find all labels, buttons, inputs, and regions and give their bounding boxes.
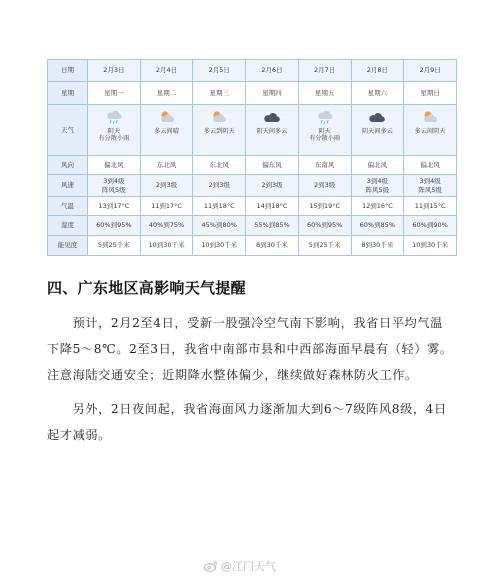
weather-text: 多云到阴天 xyxy=(203,127,235,135)
weekday-cell: 星期日 xyxy=(404,82,457,105)
humidity-cell: 60%到95% xyxy=(298,216,351,236)
weather-text: 阴天间多云 xyxy=(361,127,393,135)
temp-cell: 13到17°C xyxy=(88,197,141,216)
weather-cell xyxy=(351,105,404,156)
weather-text: 多云间晴 xyxy=(154,127,179,135)
weather-cell-content xyxy=(247,106,297,155)
overcast-icon xyxy=(369,109,385,125)
weather-cell-content xyxy=(405,106,455,155)
temp-cell: 11到15°C xyxy=(404,197,457,216)
wind-speed-text: 阵风5级 xyxy=(418,185,442,194)
sun-cloud-icon xyxy=(211,109,227,125)
label-wind-speed: 风速 xyxy=(48,175,88,197)
paragraph-wind xyxy=(47,396,467,448)
wind-dir-cell: 偏东风 xyxy=(246,156,299,175)
humidity-cell: 60%到95% xyxy=(88,216,141,236)
weather-cell xyxy=(404,105,457,156)
weekday-cell: 星期四 xyxy=(246,82,299,105)
paragraph-line: 起才减弱。 xyxy=(47,428,111,442)
row-wind-speed xyxy=(48,175,457,197)
weekday-cell: 星期五 xyxy=(298,82,351,105)
temp-cell: 11到17°C xyxy=(140,197,193,216)
weather-cell xyxy=(298,105,351,156)
humidity-cell: 60%到85% xyxy=(351,216,404,236)
row-weather xyxy=(48,105,457,156)
wind-speed-cell xyxy=(298,175,351,197)
overcast-icon xyxy=(264,109,280,125)
weekday-cell: 星期一 xyxy=(88,82,141,105)
wind-speed-cell xyxy=(88,175,141,197)
row-humidity xyxy=(48,216,457,236)
date-cell: 2月5日 xyxy=(193,60,246,82)
wind-speed-text: 阵风5级 xyxy=(102,185,126,194)
temp-cell: 11到18°C xyxy=(193,197,246,216)
weibo-icon xyxy=(204,560,218,572)
forecast-table-wrapper xyxy=(47,59,457,256)
wind-dir-cell: 偏北风 xyxy=(88,156,141,175)
temp-cell: 14到18°C xyxy=(246,197,299,216)
weather-cell xyxy=(193,105,246,156)
row-visibility xyxy=(48,236,457,256)
label-weather: 天气 xyxy=(48,105,88,156)
wind-speed-text: 3到4级 xyxy=(419,177,441,186)
date-cell: 2月6日 xyxy=(246,60,299,82)
temp-cell: 15到19°C xyxy=(298,197,351,216)
wind-dir-cell: 东南风 xyxy=(298,156,351,175)
weather-text: 多云间阴天 xyxy=(414,127,446,135)
paragraph-line: 预计，2月2至4日，受新一股强冷空气南下影响，我省日平均气温 xyxy=(47,316,443,330)
label-temperature: 气温 xyxy=(48,197,88,216)
label-wind-direction: 风向 xyxy=(48,156,88,175)
wind-speed-cell xyxy=(351,175,404,197)
weather-text: 阴天间多云 xyxy=(256,127,288,135)
date-cell: 2月3日 xyxy=(88,60,141,82)
forecast-table xyxy=(47,59,457,256)
weather-cell-content xyxy=(142,106,192,155)
label-humidity: 湿度 xyxy=(48,216,88,236)
humidity-cell: 55%到85% xyxy=(246,216,299,236)
date-cell: 2月9日 xyxy=(404,60,457,82)
watermark-text: @江门天气 xyxy=(221,560,276,573)
weather-cell xyxy=(140,105,193,156)
wind-speed-text: 2到3级 xyxy=(314,181,336,190)
weekday-cell: 星期三 xyxy=(193,82,246,105)
humidity-cell: 60%到90% xyxy=(404,216,457,236)
paragraph-line: 下降5～8℃。2至3日，我省中南部市县和中西部海面早晨有（轻）雾。 xyxy=(47,342,453,356)
weekday-cell: 星期六 xyxy=(351,82,404,105)
temp-cell: 12到16°C xyxy=(351,197,404,216)
sun-cloud-icon xyxy=(159,109,175,125)
date-cell: 2月8日 xyxy=(351,60,404,82)
paragraph-forecast xyxy=(47,310,467,388)
visibility-cell: 5到25千米 xyxy=(88,236,141,256)
section-heading: 四、广东地区高影响天气提醒 xyxy=(47,279,246,297)
humidity-cell: 40%到75% xyxy=(140,216,193,236)
row-temperature xyxy=(48,197,457,216)
date-cell: 2月7日 xyxy=(298,60,351,82)
cloud-drizzle-icon xyxy=(317,109,333,125)
visibility-cell: 8到30千米 xyxy=(246,236,299,256)
paragraph-line: 注意海陆交通安全；近期降水整体偏少，继续做好森林防火工作。 xyxy=(47,368,418,382)
visibility-cell: 5到25千米 xyxy=(298,236,351,256)
wind-speed-text: 3到4级 xyxy=(366,177,388,186)
wind-speed-text: 3到4级 xyxy=(103,177,125,186)
wind-dir-cell: 偏北风 xyxy=(351,156,404,175)
wind-dir-cell: 东北风 xyxy=(140,156,193,175)
date-cell: 2月4日 xyxy=(140,60,193,82)
weather-cell-content xyxy=(353,106,403,155)
wind-speed-text: 2到3级 xyxy=(155,181,178,190)
weather-cell xyxy=(246,105,299,156)
row-date xyxy=(48,60,457,82)
label-weekday: 星期 xyxy=(48,82,88,105)
weather-cell-content xyxy=(300,106,350,155)
weather-text: 有分散小雨 xyxy=(309,135,341,143)
paragraph-line: 另外，2日夜间起，我省海面风力逐渐加大到6～7级阵风8级，4日 xyxy=(47,402,447,416)
watermark xyxy=(204,558,276,574)
label-date: 日期 xyxy=(48,60,88,82)
wind-speed-cell xyxy=(193,175,246,197)
wind-speed-cell xyxy=(246,175,299,197)
weather-cell xyxy=(88,105,141,156)
humidity-cell: 45%到80% xyxy=(193,216,246,236)
weekday-cell: 星期二 xyxy=(140,82,193,105)
visibility-cell: 8到30千米 xyxy=(351,236,404,256)
sun-cloud-icon xyxy=(422,109,438,125)
weather-text: 有分散小雨 xyxy=(98,135,130,143)
wind-speed-text: 2到3级 xyxy=(208,181,230,190)
row-weekday xyxy=(48,82,457,105)
visibility-cell: 10到30千米 xyxy=(193,236,246,256)
wind-speed-text: 2到3级 xyxy=(261,181,283,190)
visibility-cell: 10到30千米 xyxy=(140,236,193,256)
visibility-cell: 10到30千米 xyxy=(404,236,457,256)
wind-dir-cell: 偏北风 xyxy=(404,156,457,175)
weather-text: 阴天 xyxy=(107,127,121,135)
wind-speed-text: 阵风5级 xyxy=(365,185,390,194)
wind-speed-cell xyxy=(140,175,193,197)
weather-cell-content xyxy=(89,106,139,155)
weather-cell-content xyxy=(194,106,244,155)
wind-dir-cell: 东北风 xyxy=(193,156,246,175)
weather-text: 阴天 xyxy=(318,127,331,135)
cloud-drizzle-icon xyxy=(106,109,122,125)
wind-speed-cell xyxy=(404,175,457,197)
row-wind-direction xyxy=(48,156,457,175)
label-visibility: 能见度 xyxy=(48,236,88,256)
